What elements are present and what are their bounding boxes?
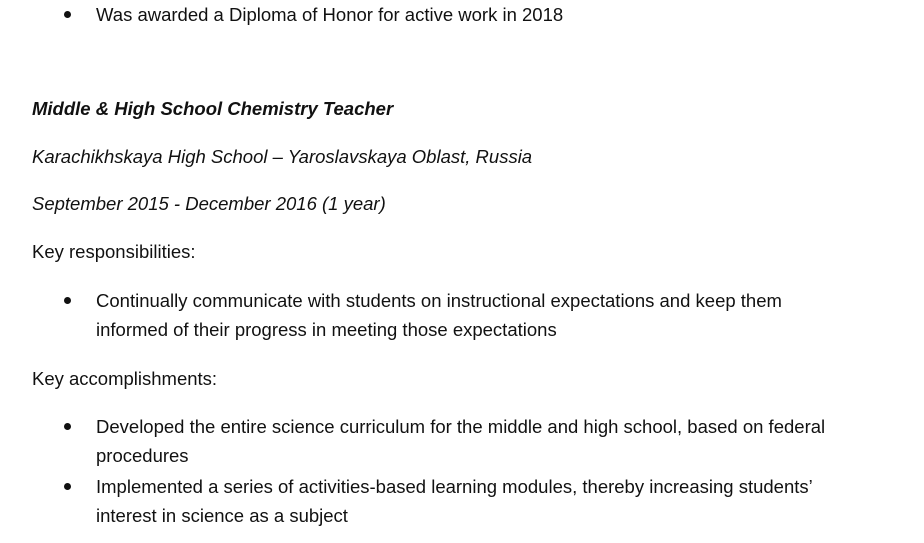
bullet-icon [64, 297, 71, 304]
list-item-text: Implemented a series of activities-based learning modules, thereby increasing students’ interest in science as a subject [96, 476, 813, 526]
list-item [0, 286, 856, 344]
school-location: Karachikhskaya High School – Yaroslavskaya Oblast, Russia [32, 146, 533, 167]
list-item [0, 412, 856, 470]
list-item [0, 472, 856, 530]
bullet-icon [64, 11, 71, 18]
bullet-icon [64, 423, 71, 430]
list-item-text: Was awarded a Diploma of Honor for active work in 2018 [96, 4, 564, 25]
responsibilities-list [0, 286, 856, 344]
accomplishments-heading: Key accomplishments: [32, 368, 218, 389]
responsibilities-heading: Key responsibilities: [32, 241, 196, 262]
previous-job-accomplishments-list [0, 0, 856, 29]
bullet-icon [64, 483, 71, 490]
list-item [0, 0, 856, 29]
list-item-text: Continually communicate with students on instructional expectations and keep them informed of their progress in meeting those expectations [96, 290, 782, 340]
job-title: Middle & High School Chemistry Teacher [32, 98, 394, 119]
employment-dates: September 2015 - December 2016 (1 year) [32, 193, 386, 214]
accomplishments-list [0, 412, 856, 530]
list-item-text: Developed the entire science curriculum for the middle and high school, based on federal procedures [96, 416, 826, 466]
